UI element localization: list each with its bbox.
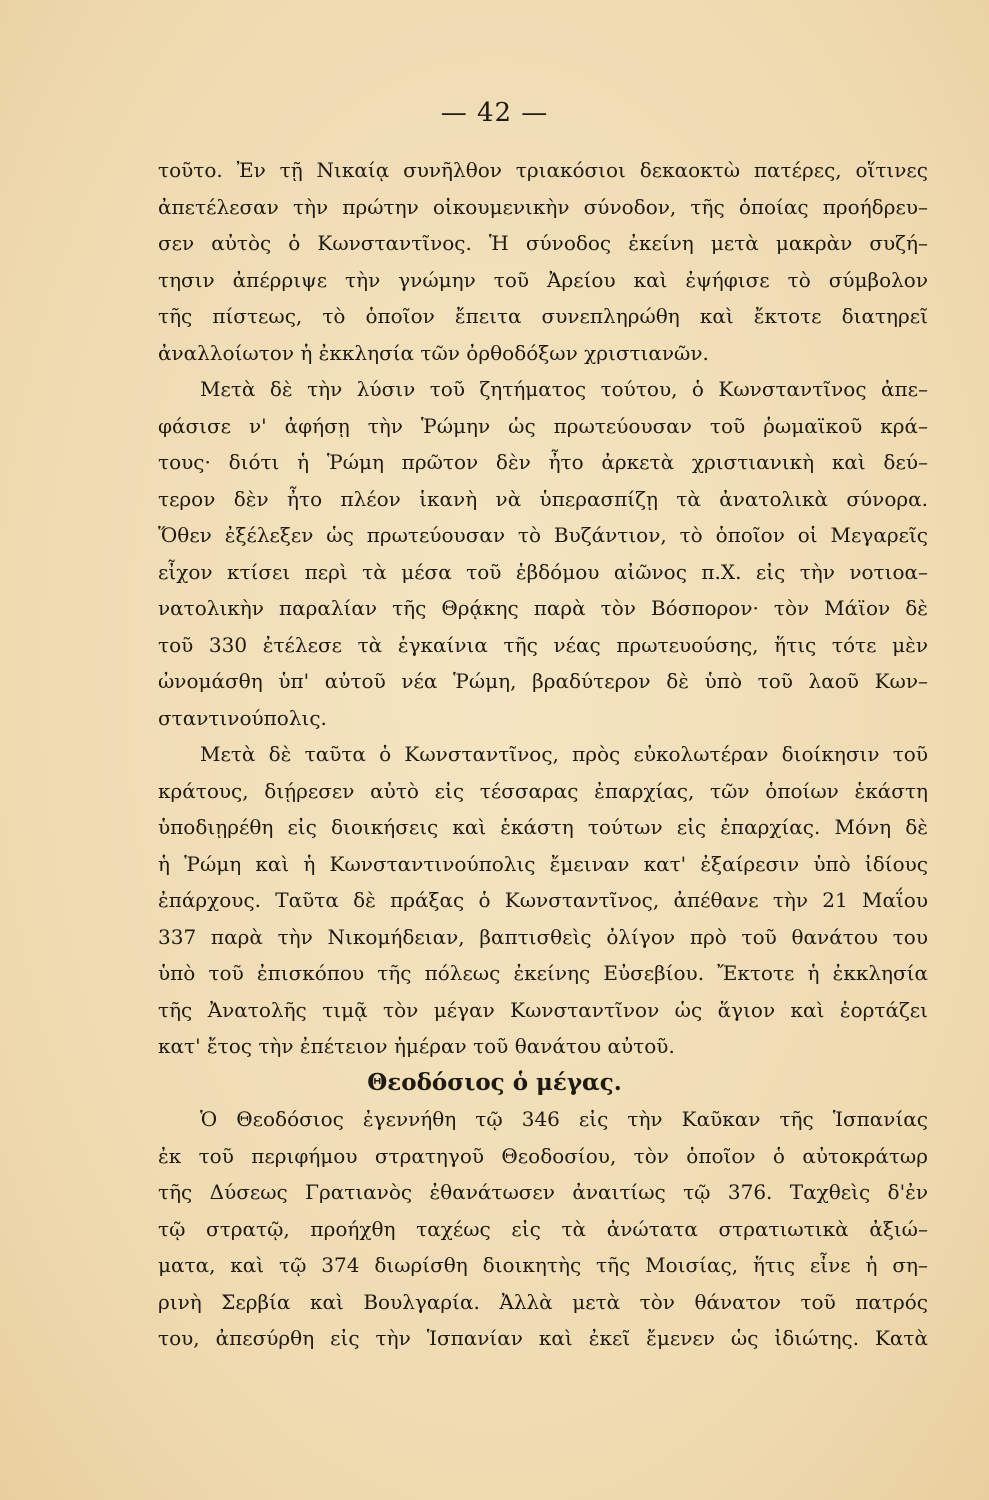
text-line: ρινὴ Σερβία καὶ Βουλγαρία. Ἀλλὰ μετὰ τὸν θάνατον τοῦ πατρός — [158, 1289, 928, 1314]
section-heading: Θεοδόσιος ὁ μέγας. — [367, 1068, 622, 1096]
text-line: Ὅθεν ἐξέλεξεν ὡς πρωτεύουσαν τὸ Βυζάντιον, τὸ ὁποῖον οἱ Μεγαρεῖς — [158, 523, 928, 547]
text-line: ἀναλλοίωτον ἡ ἐκκλησία τῶν ὀρθοδόξων χριστιανῶν. — [158, 340, 709, 365]
page-number: — 42 — — [440, 98, 549, 128]
text-line: ὠνομάσθη ὑπ' αὐτοῦ νέα Ῥώμη, βραδύτερον δὲ ὑπὸ τοῦ λαοῦ Κων– — [158, 669, 928, 693]
text-line: ἐκ τοῦ περιφήμου στρατηγοῦ Θεοδοσίου, τὸν ὁποῖον ὁ αὐτοκράτωρ — [158, 1143, 928, 1168]
text-line: του, ἀπεσύρθη εἰς τὴν Ἱσπανίαν καὶ ἐκεῖ ἔμενεν ὡς ἰδιώτης. Κατὰ — [158, 1326, 928, 1350]
text-line: τῆς Ἀνατολῆς τιμᾷ τὸν μέγαν Κωνσταντῖνον ὡς ἅγιον καὶ ἑορτάζει — [158, 997, 928, 1022]
text-line: ὑποδιῃρέθη εἰς διοικήσεις καὶ ἑκάστη τούτων εἰς ἐπαρχίας. Μόνη δὲ — [158, 815, 928, 839]
text-line: ἀπετέλεσαν τὴν πρώτην οἰκουμενικὴν σύνοδον, τῆς ὁποίας προήδρευ– — [158, 194, 928, 219]
text-line: νατολικὴν παραλίαν τῆς Θρᾴκης παρὰ τὸν Βόσπορον· τὸν Μάϊον δὲ — [158, 596, 928, 620]
text-line: τερον δὲν ἦτο πλέον ἱκανὴ νὰ ὑπερασπίζῃ τὰ ἀνατολικὰ σύνορα. — [158, 486, 928, 511]
text-line: εἶχον κτίσει περὶ τὰ μέσα τοῦ ἑβδόμου αἰῶνος π.Χ. εἰς τὴν νοτιοα– — [158, 559, 928, 584]
text-line: τοῦ 330 ἐτέλεσε τὰ ἐγκαίνια τῆς νέας πρωτευούσης, ἥτις τότε μὲν — [158, 632, 928, 657]
text-line: ματα, καὶ τῷ 374 διωρίσθη διοικητὴς τῆς Μοισίας, ἥτις εἶνε ἡ ση– — [158, 1253, 928, 1277]
text-line: Μετὰ δὲ τὴν λύσιν τοῦ ζητήματος τούτου, ὁ Κωνσταντῖνος ἀπε– — [200, 377, 928, 401]
text-line: φάσισε ν' ἀφήσῃ τὴν Ῥώμην ὡς πρωτεύουσαν τοῦ ῥωμαϊκοῦ κρά– — [158, 413, 928, 438]
text-line: ἡ Ῥώμη καὶ ἡ Κωνσταντινούπολις ἔμειναν κατ' ἐξαίρεσιν ὑπὸ ἰδίους — [158, 851, 928, 876]
text-line: τοῦτο. Ἐν τῇ Νικαίᾳ συνῆλθον τριακόσιοι δεκαοκτὼ πατέρες, οἵτινες — [158, 158, 928, 182]
text-line: σεν αὐτὸς ὁ Κωνσταντῖνος. Ἡ σύνοδος ἐκείνη μετὰ μακρὰν συζή– — [158, 231, 928, 255]
text-line: ἐπάρχους. Ταῦτα δὲ πράξας ὁ Κωνσταντῖνος, ἀπέθανε τὴν 21 Μαΐου — [158, 888, 928, 912]
text-line: σταντινούπολις. — [158, 705, 327, 730]
text-line: Ὁ Θεοδόσιος ἐγεννήθη τῷ 346 εἰς τὴν Καῦκαν τῆς Ἱσπανίας — [200, 1107, 928, 1131]
text-line: τῷ στρατῷ, προήχθη ταχέως εἰς τὰ ἀνώτατα στρατιωτικὰ ἀξιώ– — [158, 1216, 928, 1241]
text-line: κράτους, διῄρεσεν αὐτὸ εἰς τέσσαρας ἐπαρχίας, τῶν ὁποίων ἑκάστη — [158, 778, 928, 803]
text-line: Μετὰ δὲ ταῦτα ὁ Κωνσταντῖνος, πρὸς εὐκολωτέραν διοίκησιν τοῦ — [200, 742, 928, 766]
text-line: τῆς πίστεως, τὸ ὁποῖον ἔπειτα συνεπληρώθη καὶ ἔκτοτε διατηρεῖ — [158, 304, 928, 328]
text-line: ὑπὸ τοῦ ἐπισκόπου τῆς πόλεως ἐκείνης Εὐσεβίου. Ἔκτοτε ἡ ἐκκλησία — [158, 961, 928, 985]
text-line: τησιν ἀπέρριψε τὴν γνώμην τοῦ Ἀρείου καὶ ἐψήφισε τὸ σύμβολον — [158, 267, 928, 292]
text-line: κατ' ἔτος τὴν ἐπέτειον ἡμέραν τοῦ θανάτου αὐτοῦ. — [158, 1034, 675, 1058]
text-line: 337 παρὰ τὴν Νικομήδειαν, βαπτισθεὶς ὀλίγον πρὸ τοῦ θανάτου του — [158, 924, 928, 949]
text-line: τους· διότι ἡ Ῥώμη πρῶτον δὲν ἦτο ἀρκετὰ χριστιανικὴ καὶ δεύ– — [158, 450, 928, 474]
text-line: τῆς Δύσεως Γρατιανὸς ἐθανάτωσεν ἀναιτίως τῷ 376. Ταχθεὶς δ'ἐν — [158, 1180, 928, 1204]
